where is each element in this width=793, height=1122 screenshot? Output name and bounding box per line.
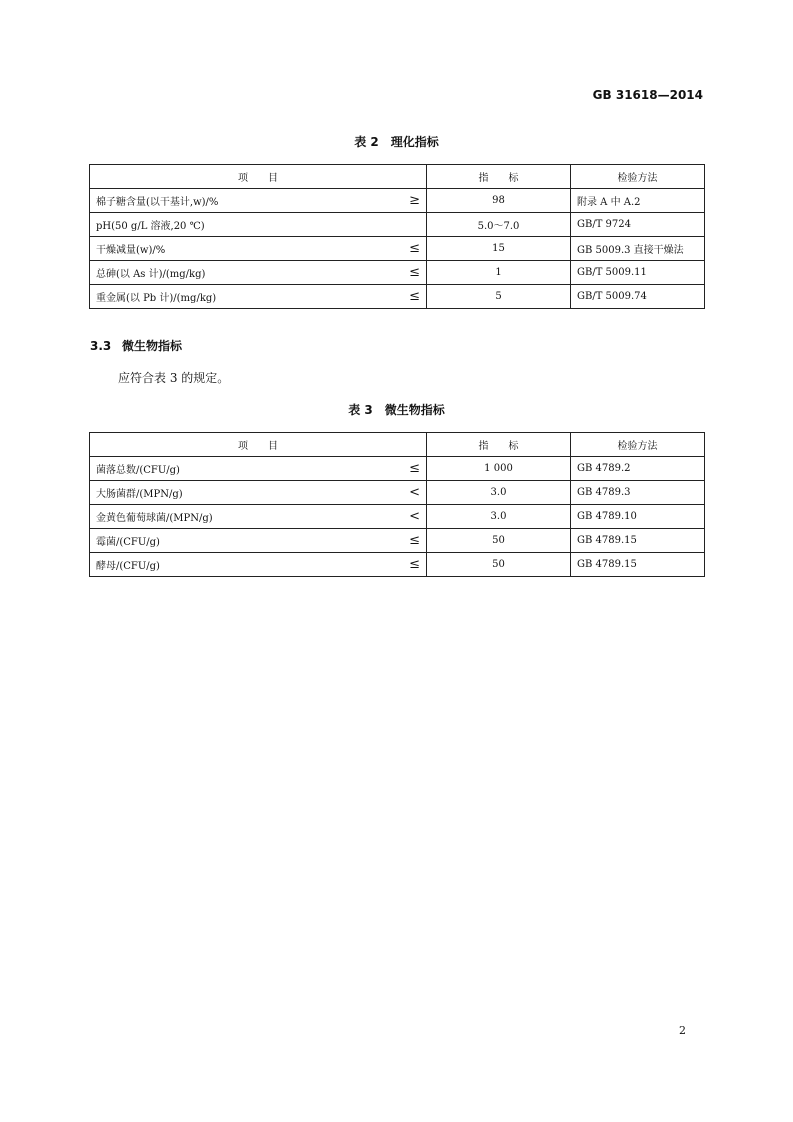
table-row <box>90 553 705 577</box>
table2-item-cell: 干燥减量(w)/% <box>90 237 382 261</box>
table2-method-cell: 附录 A 中 A.2 <box>571 189 705 213</box>
table2-value-cell: 15 <box>427 237 571 261</box>
table2-col-method: 检验方法 <box>571 165 705 189</box>
table2-item-cell: pH(50 g/L 溶液,20 ℃) <box>90 213 382 237</box>
table3-method-cell: GB 4789.3 <box>571 481 705 505</box>
table2-col-value: 指 标 <box>427 165 571 189</box>
table3-value-cell: 50 <box>427 553 571 577</box>
table-row <box>90 261 705 285</box>
table2-method-cell: GB/T 5009.11 <box>571 261 705 285</box>
table2-method-cell: GB/T 9724 <box>571 213 705 237</box>
table3-relation-cell: ≤ <box>382 529 427 553</box>
table2-value-cell: 5.0～7.0 <box>427 213 571 237</box>
table3-relation-cell: ≤ <box>382 553 427 577</box>
table2-item-cell: 棉子糖含量(以干基计,w)/% <box>90 189 382 213</box>
table-row <box>90 529 705 553</box>
table3-col-method: 检验方法 <box>571 433 705 457</box>
page-number: 2 <box>679 1024 686 1037</box>
table3-method-cell: GB 4789.2 <box>571 457 705 481</box>
table2-relation-cell: ≤ <box>382 261 427 285</box>
table2-item-cell: 总砷(以 As 计)/(mg/kg) <box>90 261 382 285</box>
table3-item-cell: 菌落总数/(CFU/g) <box>90 457 382 481</box>
table2-relation-cell: ≥ <box>382 189 427 213</box>
standard-code: GB 31618—2014 <box>592 88 703 102</box>
table2-method-cell: GB 5009.3 直接干燥法 <box>571 237 705 261</box>
table2-value-cell: 98 <box>427 189 571 213</box>
table2-caption: 表 2 理化指标 <box>354 135 439 149</box>
table3-value-cell: 3.0 <box>427 505 571 529</box>
table2-item-cell: 重金属(以 Pb 计)/(mg/kg) <box>90 285 382 309</box>
table-row <box>90 457 705 481</box>
table3-col-value: 指 标 <box>427 433 571 457</box>
table2-relation-cell: ≤ <box>382 237 427 261</box>
table2-header-row <box>90 165 705 189</box>
table3-method-cell: GB 4789.15 <box>571 529 705 553</box>
table3-col-item: 项 目 <box>90 433 427 457</box>
table3 <box>89 432 705 577</box>
table-row <box>90 189 705 213</box>
section-heading <box>90 337 182 354</box>
table3-relation-cell: < <box>382 481 427 505</box>
table2-value-cell: 5 <box>427 285 571 309</box>
table3-item-cell: 金黄色葡萄球菌/(MPN/g) <box>90 505 382 529</box>
table-row <box>90 285 705 309</box>
table3-header-row <box>90 433 705 457</box>
table2-relation-cell: ≤ <box>382 285 427 309</box>
table3-item-cell: 霉菌/(CFU/g) <box>90 529 382 553</box>
table3-value-cell: 3.0 <box>427 481 571 505</box>
table3-item-cell: 大肠菌群/(MPN/g) <box>90 481 382 505</box>
table2-relation-cell <box>382 213 427 237</box>
section-title: 微生物指标 <box>122 339 183 353</box>
table-row <box>90 213 705 237</box>
table3-relation-cell: ≤ <box>382 457 427 481</box>
table3-value-cell: 1 000 <box>427 457 571 481</box>
table2 <box>89 164 705 309</box>
table3-method-cell: GB 4789.10 <box>571 505 705 529</box>
section-body-text: 应符合表 3 的规定。 <box>118 371 230 385</box>
table-row <box>90 505 705 529</box>
table3-caption: 表 3 微生物指标 <box>348 403 445 417</box>
table3-value-cell: 50 <box>427 529 571 553</box>
table3-item-cell: 酵母/(CFU/g) <box>90 553 382 577</box>
table-row <box>90 481 705 505</box>
table3-method-cell: GB 4789.15 <box>571 553 705 577</box>
table2-value-cell: 1 <box>427 261 571 285</box>
table-row <box>90 237 705 261</box>
section-number: 3.3 <box>90 339 112 353</box>
table3-relation-cell: < <box>382 505 427 529</box>
table2-method-cell: GB/T 5009.74 <box>571 285 705 309</box>
table2-col-item: 项 目 <box>90 165 427 189</box>
